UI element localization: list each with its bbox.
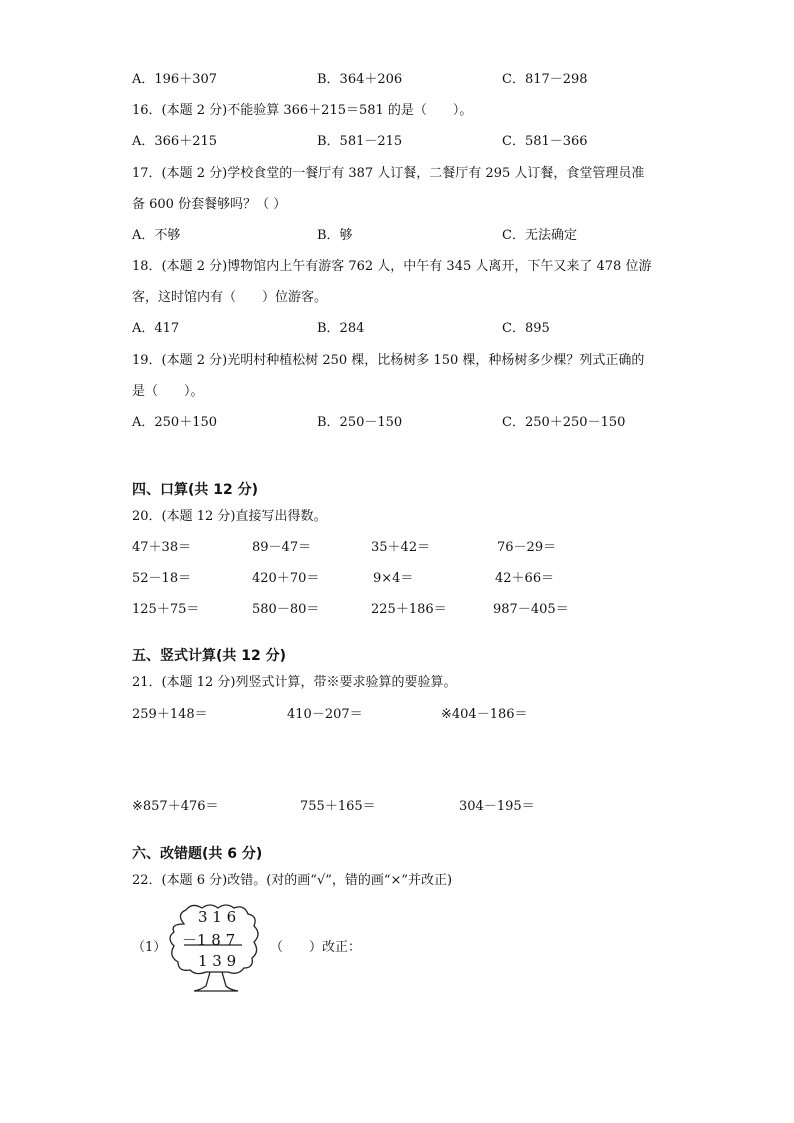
oral-calc-item: 9×4＝: [373, 571, 414, 586]
q15-option-b: B．364＋206: [317, 72, 403, 87]
q18-option-b: B．284: [317, 321, 365, 336]
vertical-calc-item: ※857＋476＝: [132, 799, 219, 814]
oral-calc-item: 52－18＝: [132, 571, 192, 586]
q16-option-a: A．366＋215: [132, 134, 218, 149]
tree-bottom-number: 1 3 9: [198, 952, 237, 970]
oral-calc-item: 125＋75＝: [132, 602, 200, 617]
q18-option-a: A．417: [132, 321, 180, 336]
q17-stem-line2: 备 600 份套餐够吗？（ ）: [132, 197, 287, 212]
q22-judge-blank: （ ）改正：: [270, 940, 362, 955]
q19-option-c: C．250＋250－150: [502, 415, 626, 430]
section4-title: 四、口算(共 12 分): [132, 482, 259, 498]
q16-option-b: B．581－215: [317, 134, 403, 149]
tree-middle-number: －1 8 7: [182, 931, 236, 949]
section5-title: 五、竖式计算(共 12 分): [132, 648, 287, 664]
q19-stem-line1: 19．(本题 2 分)光明村种植松树 250 棵，比杨树多 150 棵，种杨树多少棵？列式正确的: [132, 353, 645, 368]
q22-item-label: （1）: [132, 940, 167, 955]
q20-stem: 20．(本题 12 分)直接写出得数。: [132, 509, 327, 524]
q16-stem: 16．(本题 2 分)不能验算 366＋215＝581 的是（ ）。: [132, 103, 473, 118]
tree-diagram: [166, 902, 266, 998]
q17-stem-line1: 17．(本题 2 分)学校食堂的一餐厅有 387 人订餐，二餐厅有 295 人订餐，食堂管理员准: [132, 166, 645, 181]
q18-stem-line2: 客，这时馆内有（ ）位游客。: [132, 290, 328, 305]
q15-option-a: A．196＋307: [132, 72, 218, 87]
section6-title: 六、改错题(共 6 分): [132, 846, 263, 862]
q19-option-b: B．250－150: [317, 415, 403, 430]
q16-option-c: C．581－366: [502, 134, 588, 149]
oral-calc-item: 35＋42＝: [371, 540, 431, 555]
q17-option-a: A．不够: [132, 228, 181, 243]
q18-stem-line1: 18．(本题 2 分)博物馆内上午有游客 762 人，中午有 345 人离开，下午又来了 478 位游: [132, 259, 652, 274]
q21-stem: 21．(本题 12 分)列竖式计算，带※要求验算的要验算。: [132, 675, 457, 690]
vertical-calc-item: 259＋148＝: [132, 707, 208, 722]
oral-calc-item: 987－405＝: [493, 602, 569, 617]
q19-option-a: A．250＋150: [132, 415, 218, 430]
oral-calc-item: 225＋186＝: [371, 602, 447, 617]
vertical-calc-item: 755＋165＝: [300, 799, 376, 814]
q22-stem: 22．(本题 6 分)改错。(对的画“√”，错的画“×”并改正): [132, 873, 453, 888]
oral-calc-item: 580－80＝: [252, 602, 320, 617]
oral-calc-item: 420＋70＝: [252, 571, 320, 586]
q19-stem-line2: 是（ ）。: [132, 384, 204, 399]
vertical-calc-item: 304－195＝: [459, 799, 535, 814]
vertical-calc-item: ※404－186＝: [441, 707, 528, 722]
q17-option-c: C．无法确定: [502, 228, 577, 243]
oral-calc-item: 42＋66＝: [495, 571, 555, 586]
q18-option-c: C．895: [502, 321, 550, 336]
q17-option-b: B．够: [317, 228, 353, 243]
tree-top-number: 3 1 6: [198, 908, 237, 926]
oral-calc-item: 76－29＝: [497, 540, 557, 555]
q15-option-c: C．817－298: [502, 72, 588, 87]
oral-calc-item: 47＋38＝: [132, 540, 192, 555]
vertical-calc-item: 410－207＝: [287, 707, 363, 722]
oral-calc-item: 89－47＝: [252, 540, 312, 555]
